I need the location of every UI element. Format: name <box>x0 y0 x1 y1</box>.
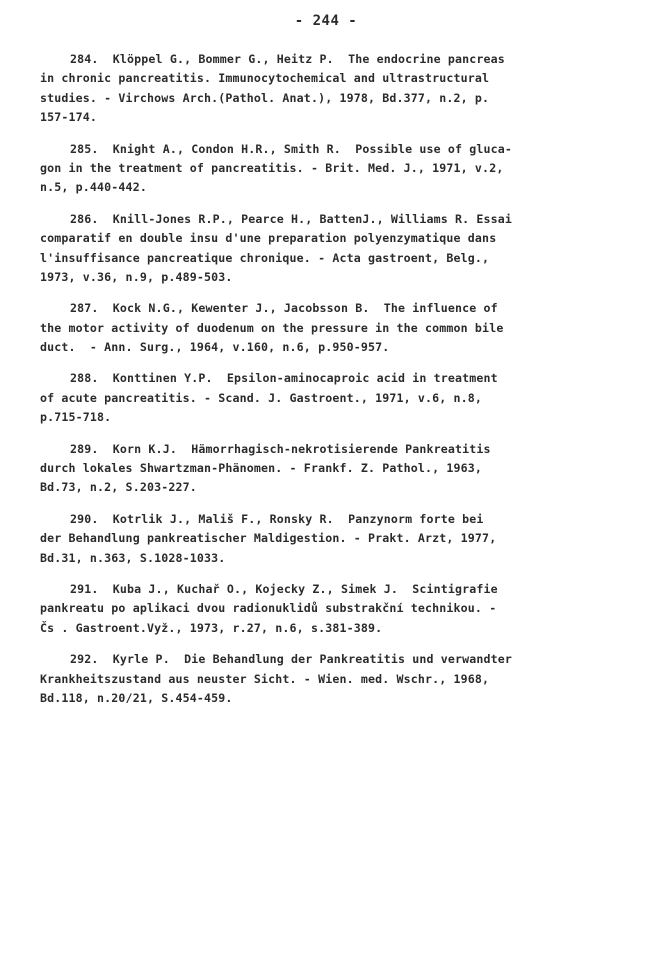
reference-first-line <box>0 301 652 320</box>
reference-list <box>0 52 652 710</box>
reference-line <box>0 321 652 340</box>
reference-entry <box>0 512 652 570</box>
reference-entry <box>0 652 652 710</box>
reference-first-line <box>0 142 652 161</box>
reference-line <box>0 691 652 710</box>
reference-text: n.5, p.440-442. <box>40 180 147 195</box>
reference-number: 289. <box>70 441 113 456</box>
reference-line <box>0 231 652 250</box>
reference-text: Čs . Gastroent.Vyž., 1973, r.27, n.6, s.381-389. <box>40 620 383 635</box>
reference-first-line <box>0 371 652 390</box>
reference-first-line <box>0 442 652 461</box>
reference-number: 287. <box>70 301 113 316</box>
reference-first-line <box>0 512 652 531</box>
reference-entry <box>0 442 652 500</box>
reference-number: 285. <box>70 141 113 156</box>
reference-text: gon in the treatment of pancreatitis. - Brit. Med. J., 1971, v.2, <box>40 160 504 175</box>
reference-text: Knill-Jones R.P., Pearce H., BattenJ., Williams R. Essai <box>112 211 513 226</box>
reference-line <box>0 531 652 550</box>
reference-line <box>0 270 652 289</box>
reference-text: Klöppel G., Bommer G., Heitz P. The endocrine pancreas <box>112 52 505 66</box>
reference-line <box>0 161 652 180</box>
reference-first-line <box>0 52 652 71</box>
reference-text: in chronic pancreatitis. Immunocytochemical and ultrastructural <box>40 71 490 86</box>
reference-text: Bd.31, n.363, S.1028-1033. <box>40 550 226 565</box>
reference-line <box>0 391 652 410</box>
reference-text: Konttinen Y.P. Epsilon-aminocaproic acid in treatment <box>112 371 498 386</box>
reference-entry <box>0 212 652 290</box>
entry-gap <box>0 200 652 212</box>
reference-entry <box>0 371 652 429</box>
reference-text: Bd.73, n.2, S.203-227. <box>40 480 197 495</box>
entry-gap <box>0 640 652 652</box>
reference-first-line <box>0 652 652 671</box>
reference-line <box>0 551 652 570</box>
reference-text: Krankheitszustand aus neuster Sicht. - Wien. med. Wschr., 1968, <box>40 671 490 686</box>
reference-line <box>0 340 652 359</box>
entry-gap <box>0 570 652 582</box>
reference-line <box>0 480 652 499</box>
entry-gap <box>0 289 652 301</box>
reference-entry <box>0 52 652 130</box>
entry-gap <box>0 430 652 442</box>
reference-first-line <box>0 582 652 601</box>
entry-gap <box>0 359 652 371</box>
reference-text: Kotrlik J., Mališ F., Ronsky R. Panzynorm forte bei <box>112 511 484 526</box>
page-number: - 244 - <box>294 13 358 29</box>
reference-text: pankreatu po aplikaci dvou radionuklidů substrakční technikou. - <box>40 601 497 616</box>
entry-gap <box>0 130 652 142</box>
reference-line <box>0 410 652 429</box>
reference-number: 286. <box>70 211 113 226</box>
reference-text: comparatif en double insu d'une preparation polyenzymatique dans <box>40 231 497 246</box>
reference-number: 288. <box>70 371 113 386</box>
reference-line <box>0 621 652 640</box>
reference-text: Kuba J., Kuchař O., Kojecky Z., Simek J. Scintigrafie <box>112 581 498 596</box>
reference-text: duct. - Ann. Surg., 1964, v.160, n.6, p.950-957. <box>40 340 390 355</box>
reference-text: 157-174. <box>40 110 98 125</box>
reference-line <box>0 601 652 620</box>
reference-text: durch lokales Shwartzman-Phänomen. - Frankf. Z. Pathol., 1963, <box>40 461 483 476</box>
reference-text: of acute pancreatitis. - Scand. J. Gastroent., 1971, v.6, n.8, <box>40 390 483 405</box>
reference-line <box>0 110 652 129</box>
reference-number: 290. <box>70 511 113 526</box>
entry-gap <box>0 500 652 512</box>
reference-text: p.715-718. <box>40 410 112 425</box>
reference-text: der Behandlung pankreatischer Maldigestion. - Prakt. Arzt, 1977, <box>40 531 497 546</box>
reference-entry <box>0 582 652 640</box>
reference-number: 284. <box>70 52 113 66</box>
reference-text: the motor activity of duodenum on the pressure in the common bile <box>40 320 504 335</box>
reference-line <box>0 180 652 199</box>
reference-text: l'insuffisance pancreatique chronique. - Acta gastroent, Belg., <box>40 250 490 265</box>
reference-text: Kock N.G., Kewenter J., Jacobsson B. The influence of <box>112 301 498 316</box>
reference-first-line <box>0 212 652 231</box>
reference-entry <box>0 142 652 200</box>
reference-text: Kyrle P. Die Behandlung der Pankreatitis und verwandter <box>112 652 513 667</box>
reference-line <box>0 71 652 90</box>
reference-entry <box>0 301 652 359</box>
reference-line <box>0 461 652 480</box>
reference-text: Korn K.J. Hämorrhagisch-nekrotisierende Pankreatitis <box>112 441 491 456</box>
reference-text: Knight A., Condon H.R., Smith R. Possible use of gluca- <box>112 141 513 156</box>
reference-line <box>0 251 652 270</box>
reference-text: Bd.118, n.20/21, S.454-459. <box>40 690 233 705</box>
reference-text: 1973, v.36, n.9, p.489-503. <box>40 269 233 284</box>
reference-line <box>0 91 652 110</box>
reference-number: 292. <box>70 652 113 667</box>
reference-number: 291. <box>70 581 113 596</box>
reference-line <box>0 672 652 691</box>
reference-text: studies. - Virchows Arch.(Pathol. Anat.), 1978, Bd.377, n.2, p. <box>40 90 490 105</box>
